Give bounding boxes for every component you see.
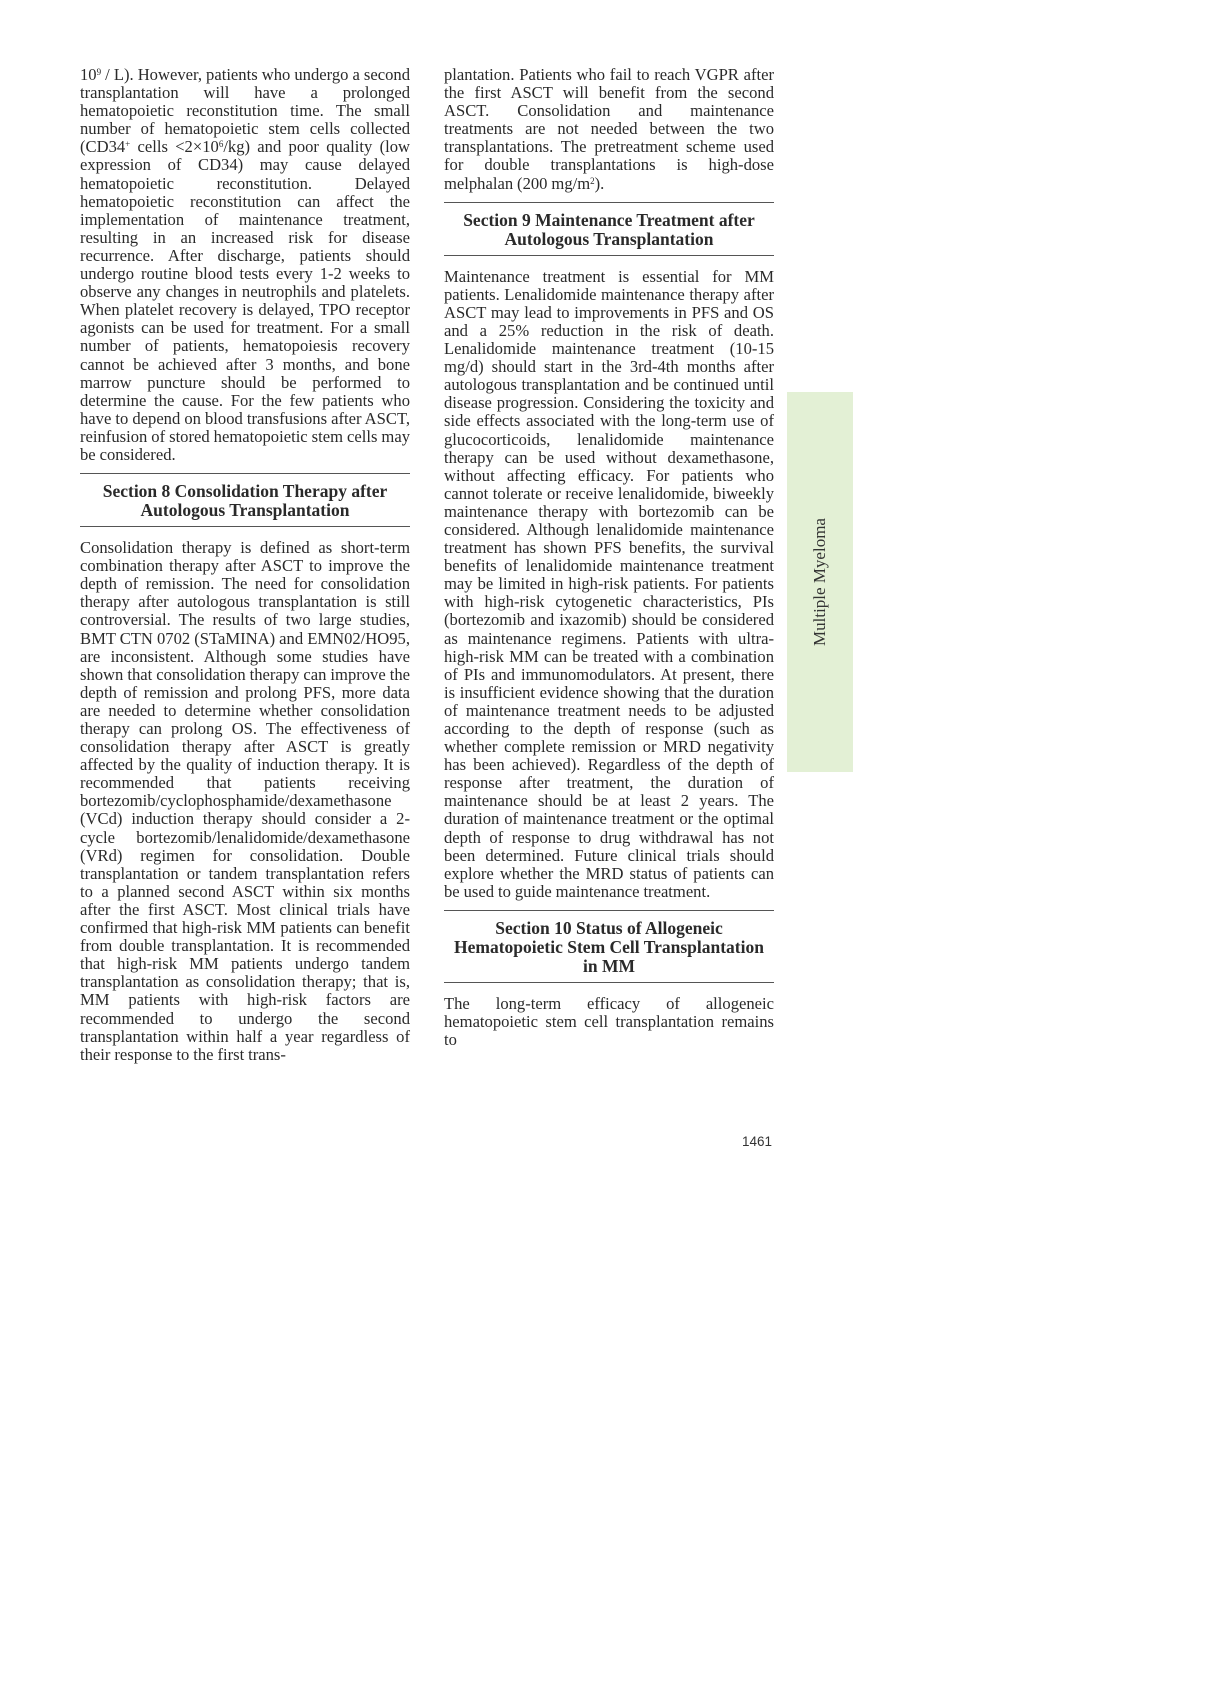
chapter-side-tab-label: Multiple Myeloma bbox=[810, 518, 829, 646]
page-number: 1461 bbox=[742, 1134, 773, 1149]
right-paragraph-2: Maintenance treatment is essential for MM patients. Lenalidomide maintenance therapy after ASCT may lead to improvements in PFS and OS and a 25% reduction in the risk of death. Lenalidomide maintenance treatment (10-15 mg/d) should start in the 3rd-4th months after autologous transplantation and be continued until disease progression. Considering the toxicity and side effects associated with the long-term use of glucocorticoids, lenalidomide maintenance therapy can be used without dexamethasone, without affecting efficacy. For patients who cannot tolerate or receive lenalidomide, biweekly maintenance therapy with bortezomib can be considered. Although lenalidomide maintenance treatment has shown PFS benefits, the survival benefits of lenalidomide maintenance treatment may be limited in high-risk patients. For patients with high-risk cytogenetic characteristics, PIs (bortezomib and ixazomib) should be considered as maintenance regimens. Patients with ultra-high-risk MM can be treated with a combination of PIs and immunomodulators. At present, there is insufficient evidence showing that the duration of maintenance treatment needs to be adjusted according to the depth of response (such as whether complete remission or MRD negativity has been achieved). Regardless of the depth of response after treatment, the duration of maintenance should be at least 2 years. The duration of maintenance treatment or the optimal depth of response to drug withdrawal has not been determined. Future clinical trials should explore whether the MRD status of patients can be used to guide maintenance treatment. bbox=[444, 266, 774, 901]
section-8-heading: Section 8 Consolidation Therapy after Autologous Transplantation bbox=[80, 473, 410, 527]
chapter-side-tab bbox=[787, 392, 853, 772]
left-paragraph-2: Consolidation therapy is defined as short-term combination therapy after ASCT to improve the depth of remission. The need for consolidation therapy after autologous transplantation is still controversial. The results of two large studies, BMT CTN 0702 (STaMINA) and EMN02/HO95, are inconsistent. Although some studies have shown that consolidation therapy can improve the depth of remission and prolong PFS, more data are needed to determine whether consolidation therapy can prolong OS. The effectiveness of consolidation therapy after ASCT is greatly affected by the quality of induction therapy. It is recommended that patients receiving bortezomib/cyclophosphamide/dexamethasone (VCd) induction therapy should consider a 2-cycle bortezomib/lenalidomide/dexamethasone (VRd) regimen for consolidation. Double transplantation or tandem transplantation refers to a planned second ASCT within six months after the first ASCT. Most clinical trials have confirmed that high-risk MM patients can benefit from double transplantation. It is recommended that high-risk MM patients undergo tandem transplantation as consolidation therapy; that is, MM patients with high-risk factors are recommended to undergo the second transplantation within half a year regardless of their response to the first trans- bbox=[80, 538, 410, 1064]
right-paragraph-1: plantation. Patients who fail to reach VGPR after the first ASCT will benefit from the second ASCT. Consolidation and maintenance treatments are not needed between the two transplantations. The pretreatment scheme used for double transplantations is high-dose melphalan (200 $mg/m^2$). bbox=[444, 65, 774, 193]
section-10-heading: Section 10 Status of Allogeneic Hematopoietic Stem Cell Transplantation in MM bbox=[444, 910, 774, 983]
right-column bbox=[444, 66, 774, 1049]
section-9-heading: Section 9 Maintenance Treatment after Autologous Transplantation bbox=[444, 202, 774, 256]
right-paragraph-3: The long-term efficacy of allogeneic hematopoietic stem cell transplantation remains to bbox=[444, 993, 774, 1050]
left-column bbox=[80, 66, 410, 1064]
left-paragraph-1: $10^9 / L$). However, patients who undergo a second transplantation will have a prolonged hematopoietic reconstitution time. The small number of hematopoietic stem cells collected (CD34+ cells $<2\times 10^6/kg$) and poor quality (low expression of CD34) may cause delayed hematopoietic reconstitution. Delayed hematopoietic reconstitution can affect the implementation of maintenance treatment, resulting in an increased risk for disease recurrence. After discharge, patients should undergo routine blood tests every 1-2 weeks to observe any changes in neutrophils and platelets. When platelet recovery is delayed, TPO receptor agonists can be used for treatment. For a small number of patients, hematopoiesis recovery cannot be achieved after 3 months, and bone marrow puncture should be performed to determine the cause. For the few patients who have to depend on blood transfusions after ASCT, reinfusion of stored hematopoietic stem cells may be considered. bbox=[80, 65, 410, 464]
